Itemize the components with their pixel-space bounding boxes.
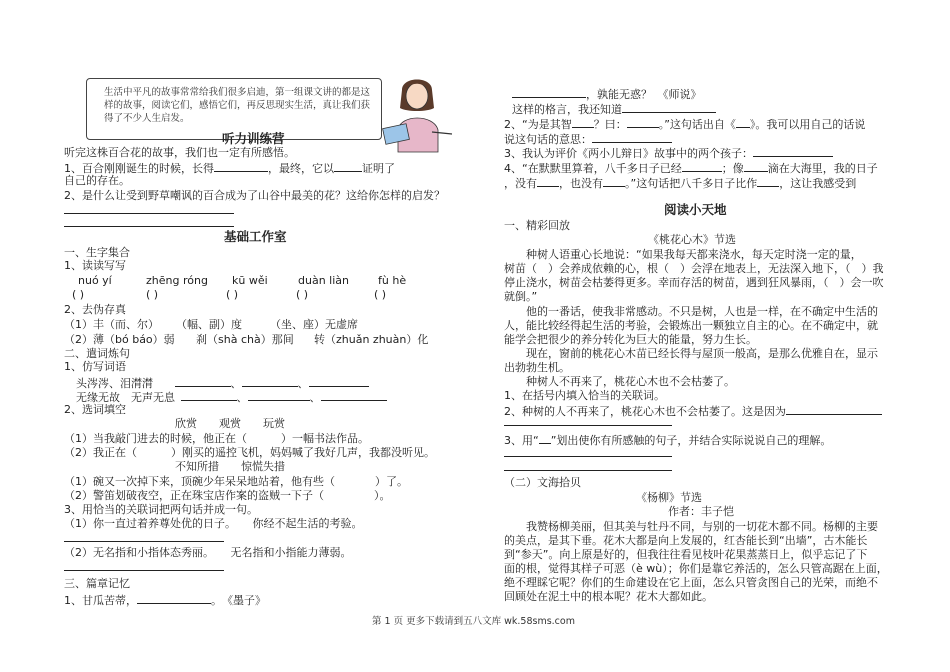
page-footer: 第 1 页 更多下载请到五八文库 wk.58sms.com bbox=[372, 616, 575, 627]
right-q1: ，孰能无惑？ 《师说》 bbox=[512, 86, 702, 102]
article-1-line: 能学会把很少的养分转化为巨大的能量，努力生长。 bbox=[504, 333, 757, 346]
listening-q2: 2、是什么让受到野草嘲讽的百合成为了山谷中最美的花？这给你怎样的启发？ bbox=[64, 189, 445, 202]
section-1-1: 1、读读写写 bbox=[64, 259, 126, 272]
answer-line[interactable] bbox=[504, 456, 672, 457]
intro-bubble-text: 生活中平凡的故事常常给我们很多启迪，第一组课文讲的都是这样的故事，阅读它们，感悟它们，再反思现实生活，真让我们获得了不少人生启发。 bbox=[104, 87, 371, 124]
section-1: 一、生字集合 bbox=[64, 246, 130, 259]
pinyin-1: nuó yí bbox=[78, 274, 112, 287]
section-2-3: 3、用恰当的关联词把两句话并成一句。 bbox=[64, 503, 258, 516]
pinyin-answer-2[interactable]: ( ) bbox=[146, 288, 159, 301]
reading-title: 阅读小天地 bbox=[664, 202, 727, 217]
article-2-line: 面的根，觉得其样子可恶（è wù）；你们是靠它养活的，怎么只管高踞在上面， bbox=[504, 562, 888, 575]
listening-q1: 1、百合刚刚诞生的时候，长得 ，最终，它以 证明了 bbox=[64, 162, 395, 175]
section-2-1: 1、仿写词语 bbox=[64, 360, 126, 373]
combine-1: （1）你一直过着养尊处优的日子。 你经不起生活的考验。 bbox=[64, 517, 363, 530]
fill-4: （2）警笛划破夜空，正在珠宝店作案的盗贼一下子（ ）。 bbox=[64, 489, 391, 502]
article-1-q2: 2、种树的人不再来了，桃花心木也不会枯萎了。这是因为 bbox=[504, 403, 882, 419]
article-1-line: 就倒。” bbox=[504, 290, 538, 303]
right-q3: 3、我认为评价《两小儿辩日》故事中的两个孩子： bbox=[504, 145, 833, 161]
article-1-line: 树苗（ ）会养成依赖的心，根（ ）会浮在地表上，无法深入地下，（ ）我 bbox=[504, 262, 884, 275]
listening-title: 听力训练营 bbox=[222, 131, 285, 146]
section-2: 二、遣词炼句 bbox=[64, 347, 130, 360]
answer-line[interactable] bbox=[64, 226, 234, 227]
reading-part-2: （二）文海拾贝 bbox=[504, 476, 581, 489]
article-1-title: 《桃花心木》节选 bbox=[648, 233, 736, 246]
answer-line[interactable] bbox=[504, 470, 672, 471]
article-1-line: 种树人语重心长地说：“如果我每天都来浇水，每天定时浇一定的量， bbox=[526, 248, 862, 261]
article-2-line: 的美点，是其下垂。花木大都是向上发展的，红杏能长到“出墙”，古木能长 bbox=[504, 534, 868, 547]
pair-2b: 刹（shà chà）那间 bbox=[196, 333, 294, 346]
example-1: 头涔涔、泪潸潸 、 、 bbox=[76, 375, 369, 391]
pinyin-3: kū wěi bbox=[232, 274, 268, 287]
answer-line[interactable] bbox=[64, 213, 234, 214]
section-3: 三、篇章记忆 bbox=[64, 577, 130, 590]
article-2-line: 到“参天”。向上原是好的，但我往往看见枝叶花果蒸蒸日上，似乎忘记了下 bbox=[504, 548, 868, 561]
pair-1a: （1）丰（而、尔） bbox=[64, 318, 159, 331]
reading-part-1: 一、精彩回放 bbox=[504, 219, 570, 232]
memory-1: 1、甘瓜苦蒂， 。 《墨子》 bbox=[64, 594, 266, 607]
article-2-title: 《杨柳》节选 bbox=[636, 491, 702, 504]
section-1-2: 2、去伪存真 bbox=[64, 303, 126, 316]
pair-2a: （2）薄（bó báo）弱 bbox=[64, 333, 175, 346]
teacher-illustration bbox=[372, 72, 462, 162]
answer-line[interactable] bbox=[64, 541, 224, 542]
article-2-line: 我赞杨柳美丽，但其美与牡丹不同，与别的一切花木都不同。杨柳的主要 bbox=[526, 520, 878, 533]
right-q4: 4、“在默默里算着，八千多日子已经 ；像 滴在大海里，我的日子 bbox=[504, 162, 878, 175]
pinyin-4: duàn liàn bbox=[298, 274, 349, 287]
listening-q1-cont: 自己的存在。 bbox=[64, 174, 130, 187]
answer-line[interactable] bbox=[504, 425, 672, 426]
article-1-q3: 3、用“ ”划出使你有所感触的句子，并结合实际说说自己的理解。 bbox=[504, 434, 832, 447]
right-q2-b: 说这句话的意思： bbox=[504, 131, 672, 147]
pair-1b: （幅、副）度 bbox=[176, 318, 242, 331]
article-1-line: 种树人不再来了，桃花心木也不会枯萎了。 bbox=[526, 375, 735, 388]
pinyin-answer-1[interactable]: ( ) bbox=[72, 288, 85, 301]
answer-line[interactable] bbox=[64, 570, 224, 571]
right-q1-b: 这样的格言，我还知道 bbox=[512, 101, 716, 117]
pinyin-answer-3[interactable]: ( ) bbox=[226, 288, 239, 301]
pinyin-answer-4[interactable]: ( ) bbox=[296, 288, 309, 301]
right-q2: 2、“为是其智 ？曰： 。”这句话出自《 》。我可以用自己的话说 bbox=[504, 118, 866, 131]
section-2-2: 2、选词填空 bbox=[64, 403, 126, 416]
article-1-line: 停止浇水，树苗会枯萎得更多。幸而存活的树苗，遇到狂风暴雨，（ ）会一吹 bbox=[504, 276, 884, 289]
word-choices-2: 不知所措 惊慌失措 bbox=[175, 460, 285, 473]
pinyin-5: fù hè bbox=[378, 274, 407, 287]
pinyin-answer-5[interactable]: ( ) bbox=[374, 288, 387, 301]
basic-title: 基础工作室 bbox=[224, 229, 287, 244]
article-2-line: 回顾处在泥土中的根本呢？花木大都如此。 bbox=[504, 590, 713, 603]
listening-intro: 听完这株百合花的故事，我们也一定有所感悟。 bbox=[64, 146, 295, 159]
article-1-line: 人，能比较经得起生活的考验，会锻炼出一颗独立自主的心。在不确定中，就 bbox=[504, 319, 878, 332]
article-2-author: 作者：丰子恺 bbox=[668, 505, 734, 518]
fill-3: （1）碗又一次掉下来，顶碗少年呆呆地站着，他有些（ ）了。 bbox=[64, 475, 408, 488]
combine-2: （2）无名指和小指体态秀丽。 无名指和小指能力薄弱。 bbox=[64, 546, 352, 559]
example-2: 无缘无故 无声无息 、 、 bbox=[76, 389, 387, 405]
fill-2: （2）我正在（ ）刚买的遥控飞机，妈妈喊了我好几声，我都没听见。 bbox=[64, 446, 435, 459]
word-choices-1: 欣赏 观赏 玩赏 bbox=[175, 417, 285, 430]
right-q4-b: ，没有 ，也没有 。”这句话把八千多日子比作 ，这让我感受到 bbox=[504, 177, 857, 190]
article-1-line: 他的一番话，使我非常感动。不只是树，人也是一样，在不确定中生活的 bbox=[526, 305, 878, 318]
article-2-line: 绝不理睬它呢？你们的生命建设在它上面，怎么只管贪图自己的光荣，而绝不 bbox=[504, 576, 878, 589]
pair-1c: （坐、座）无虚席 bbox=[270, 318, 358, 331]
fill-1: （1）当我敲门进去的时候，他正在（ ）一幅书法作品。 bbox=[64, 432, 369, 445]
article-1-q1: 1、在括号内填入恰当的关联词。 bbox=[504, 389, 665, 402]
article-1-line: 现在，窗前的桃花心木苗已经长得与屋顶一般高，是那么优雅自在，显示 bbox=[526, 347, 878, 360]
pinyin-2: zhēng róng bbox=[146, 274, 208, 287]
article-1-line: 出勃勃生机。 bbox=[504, 361, 570, 374]
pair-2c: 转（zhuǎn zhuàn）化 bbox=[314, 333, 429, 346]
